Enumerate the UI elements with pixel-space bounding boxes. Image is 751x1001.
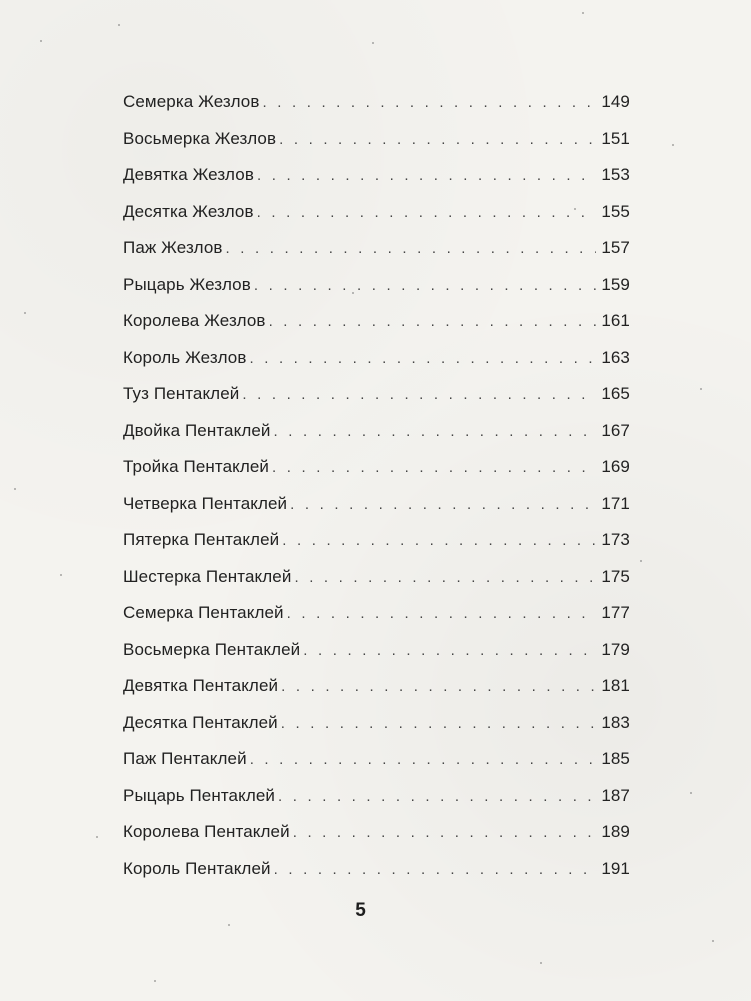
toc-entry-page-number: 165 <box>601 384 630 403</box>
page-number: 5 <box>355 900 366 921</box>
paper-speck <box>672 144 674 146</box>
toc-entry-title: Десятка Жезлов <box>123 201 254 221</box>
toc-entry-page-number: 167 <box>601 420 630 440</box>
paper-speck <box>118 24 120 26</box>
toc-entry-title: Королева Жезлов <box>123 311 266 330</box>
toc-entry-title: Девятка Пентаклей <box>123 676 279 695</box>
toc-entry <box>123 417 630 454</box>
toc-entry-title: Четверка Пентаклей <box>123 493 288 513</box>
toc-entry-page-number: 153 <box>601 165 630 184</box>
toc-entry <box>123 563 630 600</box>
toc-entry-title: Рыцарь Жезлов <box>123 274 251 294</box>
toc-entry-page-number: 171 <box>601 493 630 513</box>
toc-entry <box>123 453 630 490</box>
table-of-contents <box>123 88 630 891</box>
toc-entry-page-number: 159 <box>601 274 630 294</box>
toc-entry-title: Паж Пентаклей <box>123 749 247 768</box>
toc-dot-leader <box>293 819 596 847</box>
toc-dot-leader <box>254 272 596 300</box>
toc-entry-page-number: 185 <box>601 749 630 768</box>
toc-dot-leader <box>294 564 596 592</box>
paper-speck <box>690 792 692 794</box>
toc-entry-title: Семерка Жезлов <box>123 92 260 111</box>
toc-dot-leader <box>281 710 596 738</box>
toc-entry-page-number: 189 <box>601 822 630 841</box>
toc-dot-leader <box>263 89 597 117</box>
toc-entry-page-number: 183 <box>601 712 630 732</box>
toc-entry-page-number: 181 <box>601 676 630 695</box>
toc-entry <box>123 709 630 746</box>
toc-entry-title: Восьмерка Жезлов <box>123 128 277 148</box>
toc-entry <box>123 344 630 381</box>
toc-dot-leader <box>274 856 596 884</box>
paper-speck <box>60 574 62 576</box>
toc-entry <box>123 745 630 782</box>
toc-entry <box>123 672 630 709</box>
toc-dot-leader <box>272 454 596 482</box>
toc-dot-leader <box>250 746 596 774</box>
paper-speck <box>96 836 98 838</box>
toc-entry-title: Восьмерка Пентаклей <box>123 639 301 659</box>
toc-dot-leader <box>249 345 596 373</box>
toc-dot-leader <box>287 600 596 628</box>
toc-entry <box>123 271 630 308</box>
toc-dot-leader <box>279 126 596 154</box>
toc-entry <box>123 198 630 235</box>
toc-entry <box>123 490 630 527</box>
toc-entry-title: Король Жезлов <box>123 347 247 367</box>
toc-entry-page-number: 179 <box>601 639 630 659</box>
paper-speck <box>154 980 156 982</box>
paper-speck <box>372 42 374 44</box>
toc-entry-page-number: 177 <box>601 603 630 622</box>
paper-speck <box>228 924 230 926</box>
toc-entry <box>123 599 630 636</box>
toc-entry <box>123 818 630 855</box>
toc-entry-page-number: 161 <box>601 311 630 330</box>
toc-dot-leader <box>242 381 596 409</box>
toc-dot-leader <box>257 162 596 190</box>
toc-dot-leader <box>257 199 596 227</box>
toc-entry-page-number: 157 <box>601 238 630 257</box>
toc-entry <box>123 380 630 417</box>
toc-entry-title: Двойка Пентаклей <box>123 420 271 440</box>
toc-entry-title: Рыцарь Пентаклей <box>123 785 275 805</box>
toc-entry-title: Пятерка Пентаклей <box>123 530 280 549</box>
toc-entry-page-number: 191 <box>601 858 630 878</box>
toc-dot-leader <box>226 235 596 263</box>
toc-entry-page-number: 149 <box>601 92 630 111</box>
toc-entry <box>123 855 630 892</box>
toc-entry-page-number: 163 <box>601 347 630 367</box>
paper-speck <box>712 940 714 942</box>
paper-speck <box>40 40 42 42</box>
toc-dot-leader <box>290 491 596 519</box>
toc-dot-leader <box>303 637 596 665</box>
toc-entry-title: Король Пентаклей <box>123 858 271 878</box>
toc-dot-leader <box>282 527 596 555</box>
paper-speck <box>700 388 702 390</box>
paper-speck <box>582 12 584 14</box>
toc-entry <box>123 234 630 271</box>
toc-dot-leader <box>281 673 596 701</box>
paper-speck <box>640 560 642 562</box>
toc-dot-leader <box>274 418 596 446</box>
toc-dot-leader <box>278 783 596 811</box>
toc-entry-title: Девятка Жезлов <box>123 165 254 184</box>
toc-entry-title: Тройка Пентаклей <box>123 457 270 476</box>
toc-entry-page-number: 169 <box>601 457 630 476</box>
toc-entry-title: Шестерка Пентаклей <box>123 566 292 586</box>
paper-speck <box>14 488 16 490</box>
toc-entry-page-number: 155 <box>601 201 630 221</box>
toc-entry-title: Семерка Пентаклей <box>123 603 284 622</box>
toc-entry-title: Десятка Пентаклей <box>123 712 278 732</box>
paper-speck <box>24 312 26 314</box>
toc-entry-title: Паж Жезлов <box>123 238 223 257</box>
toc-entry-title: Королева Пентаклей <box>123 822 290 841</box>
toc-entry <box>123 125 630 162</box>
toc-entry <box>123 526 630 563</box>
toc-entry-title: Туз Пентаклей <box>123 384 240 403</box>
paper-speck <box>540 962 542 964</box>
toc-entry-page-number: 151 <box>601 128 630 148</box>
toc-entry <box>123 782 630 819</box>
toc-entry <box>123 636 630 673</box>
toc-entry-page-number: 175 <box>601 566 630 586</box>
toc-entry <box>123 88 630 125</box>
toc-entry <box>123 307 630 344</box>
toc-dot-leader <box>269 308 596 336</box>
toc-entry <box>123 161 630 198</box>
toc-entry-page-number: 173 <box>601 530 630 549</box>
toc-entry-page-number: 187 <box>601 785 630 805</box>
